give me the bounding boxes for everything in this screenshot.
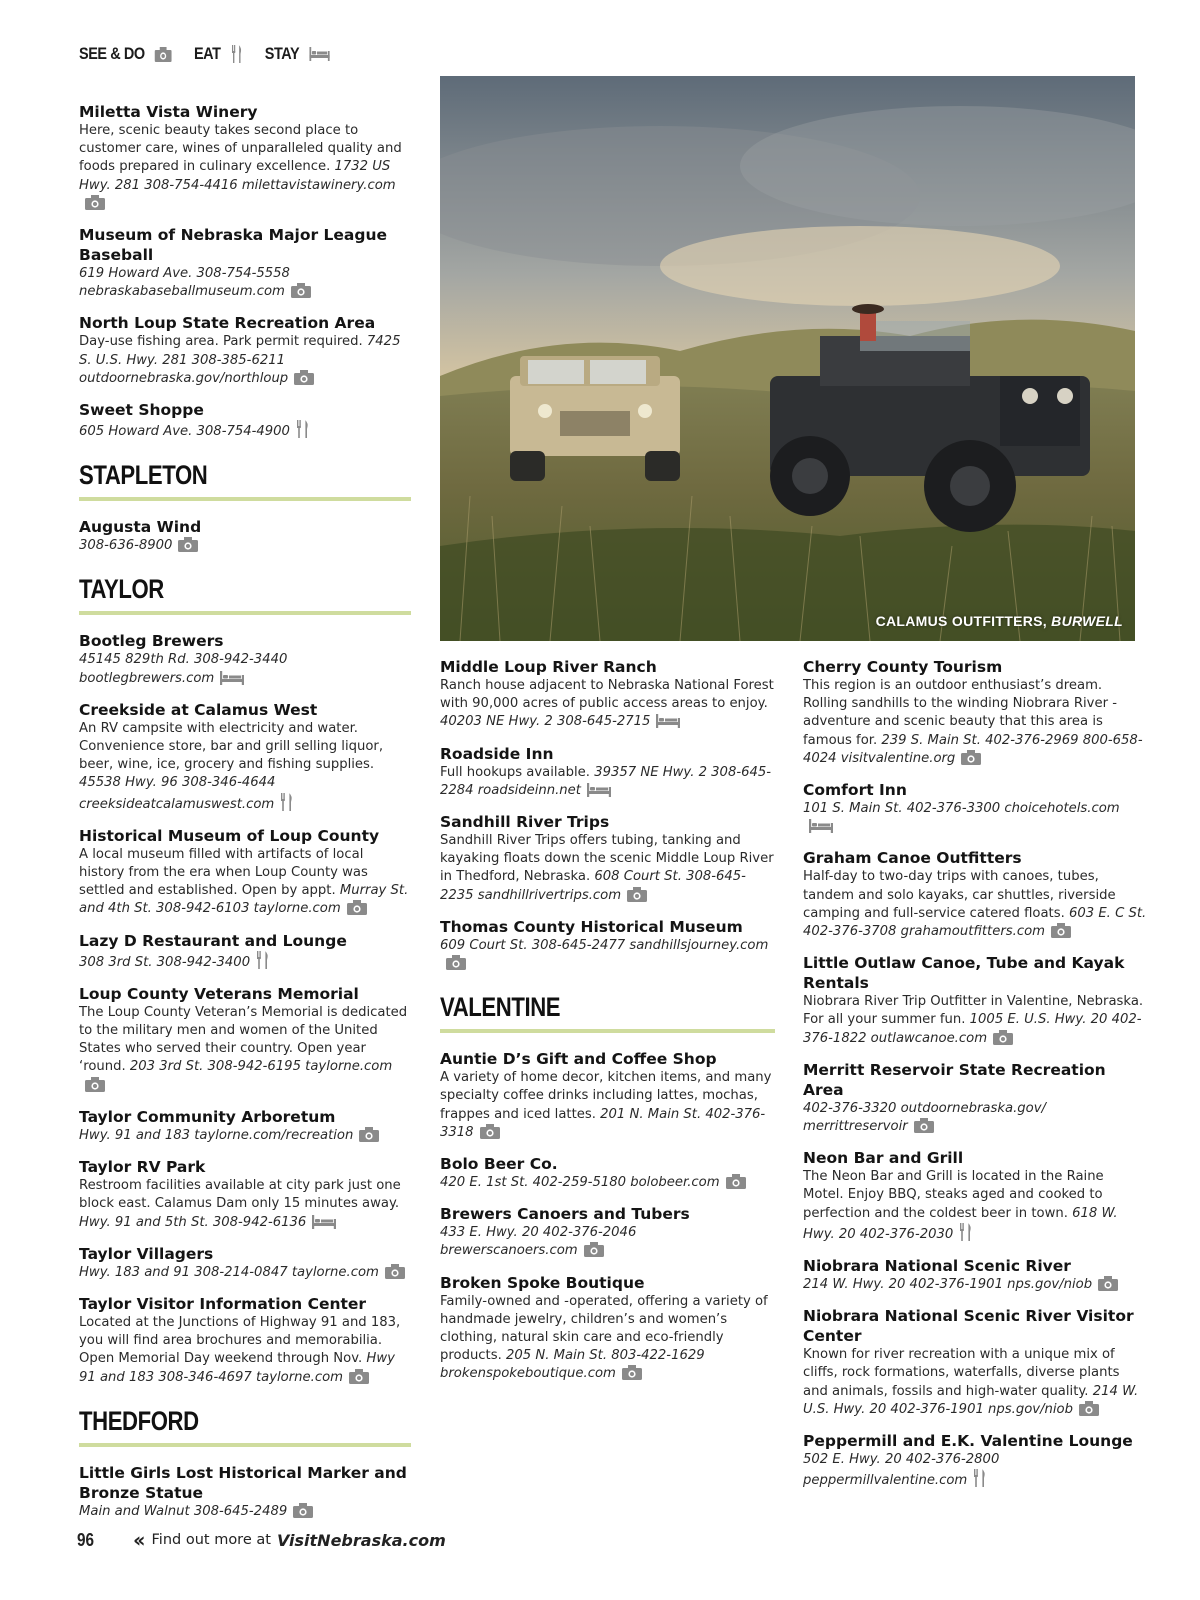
listing-address: 214 W. U.S. Hwy. 20 402-376-1901 nps.gov/niob bbox=[803, 1383, 1139, 1417]
listing-details bbox=[803, 993, 1148, 1048]
listing-address: Hwy. 183 and 91 308-214-0847 taylorne.com bbox=[79, 1264, 379, 1280]
listing-name: Bolo Beer Co. bbox=[440, 1155, 558, 1174]
listing-address: Hwy. 91 and 183 taylorne.com/recreation bbox=[79, 1127, 354, 1143]
footer-website-link[interactable]: VisitNebraska.com bbox=[276, 1530, 446, 1550]
listing-details bbox=[803, 1346, 1148, 1419]
listing-name: Taylor RV Park bbox=[79, 1158, 206, 1177]
listing-details bbox=[79, 846, 411, 919]
listing-column-3 bbox=[803, 657, 1148, 1502]
listing-name: Auntie D’s Gift and Coffee Shop bbox=[440, 1050, 717, 1069]
listing-entry bbox=[803, 1256, 1148, 1294]
legend-eat-label: EAT bbox=[193, 44, 221, 63]
fork-knife-icon bbox=[959, 1223, 973, 1241]
listing-entry bbox=[79, 631, 411, 687]
caption-place: CALAMUS OUTFITTERS, bbox=[875, 613, 1047, 629]
listing-entry bbox=[79, 102, 411, 213]
town-divider bbox=[440, 1029, 775, 1033]
listing-details bbox=[440, 764, 775, 800]
listing-details bbox=[440, 1224, 775, 1260]
listing-address: 608 Court St. 308-645-2235 sandhillrivertrips.com bbox=[440, 869, 746, 903]
listing-details bbox=[79, 122, 411, 213]
listing-name: Neon Bar and Grill bbox=[803, 1149, 964, 1168]
legend-eat bbox=[194, 44, 243, 64]
camera-icon bbox=[627, 887, 647, 902]
town-divider bbox=[79, 1443, 411, 1447]
listing-address: 239 S. Main St. 402-376-2969 800-658-4024 visitvalentine.org bbox=[803, 732, 1143, 766]
camera-icon bbox=[584, 1242, 604, 1257]
listing-address: 39357 NE Hwy. 2 308-645-2284 roadsideinn.net bbox=[440, 764, 772, 798]
listing-description: Here, scenic beauty takes second place to customer care, wines of unparalleled quality and foods prepared in culinary excellence. bbox=[79, 123, 402, 175]
camera-icon bbox=[85, 195, 105, 210]
listing-address: 1732 US Hwy. 281 308-754-4416 milettavistawinery.com bbox=[79, 159, 396, 193]
listing-address: 205 N. Main St. 803-422-1629 brokenspokeboutique.com bbox=[440, 1348, 705, 1382]
listing-description: A variety of home decor, kitchen items, and many specialty coffee drinks including lattes, mochas, frappes and iced lattes. bbox=[440, 1070, 772, 1122]
camera-icon bbox=[914, 1118, 934, 1133]
listing-description: Family-owned and -operated, offering a variety of handmade jewelry, children’s and women’s clothing, natural skin care and eco-friendly products. bbox=[440, 1293, 768, 1364]
listing-name: Brewers Canoers and Tubers bbox=[440, 1205, 690, 1224]
listing-details bbox=[803, 868, 1148, 941]
listing-address: 7425 S. U.S. Hwy. 281 308-385-6211 outdoornebraska.gov/northloup bbox=[79, 334, 401, 386]
camera-icon bbox=[1051, 923, 1071, 938]
listing-entry bbox=[79, 984, 411, 1095]
listing-entry bbox=[79, 700, 411, 814]
listing-name: Creekside at Calamus West bbox=[79, 700, 318, 719]
listing-address: 420 E. 1st St. 402-259-5180 bolobeer.com bbox=[440, 1175, 720, 1191]
listing-entry bbox=[79, 931, 411, 972]
listing-details bbox=[440, 832, 775, 905]
listing-entry bbox=[79, 1294, 411, 1387]
feature-photo bbox=[440, 76, 1135, 641]
fork-knife-icon bbox=[231, 45, 243, 63]
listing-entry bbox=[803, 1431, 1148, 1490]
town-heading: VALENTINE bbox=[440, 992, 561, 1023]
listing-entry bbox=[803, 657, 1148, 768]
listing-name: Augusta Wind bbox=[79, 518, 202, 537]
listing-address: 1005 E. U.S. Hwy. 20 402-376-1822 outlawcanoe.com bbox=[803, 1012, 1142, 1046]
camera-icon bbox=[178, 537, 198, 552]
camera-icon bbox=[993, 1030, 1013, 1045]
listing-name: Middle Loup River Ranch bbox=[440, 658, 657, 676]
listing-entry bbox=[803, 1306, 1148, 1419]
listing-details bbox=[79, 1503, 411, 1521]
listing-name: Bootleg Brewers bbox=[79, 632, 224, 651]
listing-entry bbox=[79, 1107, 411, 1145]
listing-address: 618 W. Hwy. 20 402-376-2030 bbox=[803, 1205, 1118, 1242]
listing-name: Niobrara National Scenic River bbox=[803, 1257, 1071, 1276]
listing-description: Ranch house adjacent to Nebraska National Forest with 90,000 acres of public access areas to enjoy. bbox=[440, 678, 774, 712]
camera-icon bbox=[155, 47, 172, 62]
listing-address: 308-636-8900 bbox=[79, 538, 173, 554]
camera-icon bbox=[1098, 1276, 1118, 1291]
listing-address: Main and Walnut 308-645-2489 bbox=[79, 1503, 288, 1519]
legend-see-do bbox=[79, 44, 172, 64]
camera-icon bbox=[359, 1127, 379, 1142]
camera-icon bbox=[347, 900, 367, 915]
listing-description: Niobrara River Trip Outfitter in Valentine, Nebraska. For all your summer fun. bbox=[803, 994, 1144, 1028]
listing-entry bbox=[79, 826, 411, 919]
listing-details bbox=[79, 1004, 411, 1095]
listing-details bbox=[803, 677, 1148, 768]
listing-address: 201 N. Main St. 402-376-3318 bbox=[440, 1106, 766, 1140]
listing-details bbox=[79, 537, 411, 555]
listing-description: This region is an outdoor enthusiast’s dream. Rolling sandhills to the winding Niobrara River - adventure and scenic beauty that this area is famous for. bbox=[803, 678, 1117, 748]
bed-icon bbox=[309, 47, 329, 61]
listing-description: Located at the Junctions of Highway 91 and 183, you will find area brochures and memorabilia. Open Memorial Day weekend through Nov. bbox=[79, 1314, 401, 1367]
listing-entry bbox=[803, 848, 1148, 941]
listing-column-2 bbox=[440, 657, 775, 1396]
listing-address: 45145 829th Rd. 308-942-3440 bootlegbrewers.com bbox=[79, 652, 288, 686]
listing-name: Peppermill and E.K. Valentine Lounge bbox=[803, 1432, 1133, 1451]
category-legend bbox=[79, 44, 345, 64]
listing-address: Hwy. 91 and 5th St. 308-942-6136 bbox=[79, 1214, 307, 1230]
listing-entry bbox=[803, 953, 1148, 1048]
listing-details bbox=[79, 1127, 411, 1145]
camera-icon bbox=[726, 1174, 746, 1189]
listing-details bbox=[79, 420, 411, 441]
listing-address: 433 E. Hwy. 20 402-376-2046 brewerscanoers.com bbox=[440, 1225, 637, 1259]
page-number: 96 bbox=[77, 1529, 95, 1550]
listing-address: 502 E. Hwy. 20 402-376-2800 peppermillvalentine.com bbox=[803, 1452, 1000, 1489]
listing-name: Graham Canoe Outfitters bbox=[803, 849, 1022, 868]
camera-icon bbox=[385, 1264, 405, 1279]
listing-entry bbox=[79, 400, 411, 441]
camera-icon bbox=[291, 283, 311, 298]
listing-description: Restroom facilities available at city park just one block east. Calamus Dam only 15 minutes away. bbox=[79, 1178, 401, 1212]
listing-entry bbox=[803, 1060, 1148, 1136]
camera-icon bbox=[294, 370, 314, 385]
listing-details bbox=[79, 333, 411, 388]
listing-entry bbox=[79, 1244, 411, 1282]
footer-prefix: Find out more at bbox=[151, 1532, 271, 1548]
page-footer bbox=[77, 1528, 446, 1552]
camera-icon bbox=[85, 1077, 105, 1092]
listing-name: Historical Museum of Loup County bbox=[79, 826, 380, 845]
listing-description: Full hookups available. bbox=[440, 764, 590, 780]
listing-entry bbox=[79, 1157, 411, 1232]
listing-entry bbox=[79, 313, 411, 388]
bed-icon bbox=[312, 1215, 336, 1229]
listing-address: 619 Howard Ave. 308-754-5558 nebraskabaseballmuseum.com bbox=[79, 266, 290, 300]
listing-details bbox=[803, 1168, 1148, 1244]
town-divider bbox=[79, 497, 411, 501]
listing-details bbox=[79, 951, 411, 972]
camera-icon bbox=[480, 1124, 500, 1139]
listing-details bbox=[79, 265, 411, 301]
listing-address: 45538 Hwy. 96 308-346-4644 creeksideatcalamuswest.com bbox=[79, 775, 276, 812]
listing-description: The Neon Bar and Grill is located in the Raine Motel. Enjoy BBQ, steaks aged and cooked to perfection and the coldest beer in town. bbox=[803, 1169, 1104, 1221]
camera-icon bbox=[446, 955, 466, 970]
listing-address: 203 3rd St. 308-942-6195 taylorne.com bbox=[129, 1059, 393, 1075]
listing-entry bbox=[440, 812, 775, 905]
listing-entry bbox=[803, 780, 1148, 836]
caption-town: BURWELL bbox=[1051, 613, 1123, 629]
camera-icon bbox=[349, 1369, 369, 1384]
listing-details bbox=[803, 800, 1148, 836]
listing-details bbox=[79, 1314, 411, 1387]
listing-name: Museum of Nebraska Major League Baseball bbox=[79, 226, 388, 265]
listing-name: Miletta Vista Winery bbox=[79, 103, 258, 121]
listing-name: Lazy D Restaurant and Lounge bbox=[79, 931, 347, 950]
listing-description: The Loup County Veteran’s Memorial is dedicated to the military men and women of the United States who served their country. Open year ‘round. bbox=[79, 1004, 408, 1075]
listing-details bbox=[79, 720, 411, 814]
listing-address: 101 S. Main St. 402-376-3300 choicehotels.com bbox=[803, 801, 1120, 817]
listing-details bbox=[440, 1293, 775, 1384]
listing-name: Thomas County Historical Museum bbox=[440, 917, 743, 936]
listing-entry bbox=[440, 657, 775, 732]
listing-name: Taylor Visitor Information Center bbox=[79, 1294, 367, 1313]
listing-column-1 bbox=[79, 102, 411, 1533]
listing-address: 308 3rd St. 308-942-3400 bbox=[79, 954, 251, 970]
bed-icon bbox=[809, 819, 833, 833]
listing-details bbox=[79, 651, 411, 687]
listing-entry bbox=[440, 1273, 775, 1384]
listing-details bbox=[440, 677, 775, 732]
listing-address: Murray St. and 4th St. 308-942-6103 taylorne.com bbox=[79, 883, 409, 917]
fork-knife-icon bbox=[296, 420, 310, 438]
listing-entry bbox=[79, 517, 411, 555]
legend-stay bbox=[265, 44, 330, 64]
listing-address: Hwy 91 and 183 308-346-4697 taylorne.com bbox=[79, 1351, 395, 1385]
listing-name: Little Outlaw Canoe, Tube and Kayak Rentals bbox=[803, 954, 1125, 993]
listing-name: Broken Spoke Boutique bbox=[440, 1273, 645, 1292]
listing-name: Taylor Villagers bbox=[79, 1244, 214, 1263]
listing-entry bbox=[440, 744, 775, 800]
listing-entry bbox=[440, 1154, 775, 1192]
listing-description: Sandhill River Trips offers tubing, tanking and kayaking floats down the scenic Middle Loup River in Thedford, Nebraska. bbox=[440, 833, 774, 885]
double-chevron-left-icon: ‹‹ bbox=[133, 1528, 142, 1552]
listing-entry bbox=[803, 1148, 1148, 1244]
photo-caption bbox=[876, 613, 1123, 629]
listing-description: Half-day to two-day trips with canoes, tubes, tandem and solo kayaks, car shuttles, riverside camping and full-service catered floats. bbox=[803, 869, 1116, 921]
listing-details bbox=[803, 1276, 1148, 1294]
listing-details bbox=[803, 1451, 1148, 1490]
listing-address: 402-376-3320 outdoornebraska.gov/ merrittreservoir bbox=[803, 1100, 1046, 1135]
listing-details bbox=[440, 1174, 775, 1192]
listing-name: Comfort Inn bbox=[803, 781, 907, 800]
listing-entry bbox=[440, 1049, 775, 1142]
camera-icon bbox=[961, 750, 981, 765]
bed-icon bbox=[587, 783, 611, 797]
fork-knife-icon bbox=[973, 1469, 987, 1487]
sandhills-jeeps-illustration bbox=[440, 76, 1135, 641]
listing-name: Sandhill River Trips bbox=[440, 813, 610, 832]
town-heading: THEDFORD bbox=[79, 1405, 199, 1436]
listing-name: Cherry County Tourism bbox=[803, 658, 1003, 676]
town-divider bbox=[79, 611, 411, 615]
town-heading: TAYLOR bbox=[79, 574, 164, 605]
listing-description: A local museum filled with artifacts of local history from the era when Loup County was settled and established. Open by appt. bbox=[79, 846, 368, 899]
fork-knife-icon bbox=[280, 793, 294, 811]
listing-details bbox=[440, 937, 775, 973]
listing-details bbox=[803, 1100, 1148, 1136]
listing-name: North Loup State Recreation Area bbox=[79, 314, 376, 333]
listing-address: 609 Court St. 308-645-2477 sandhillsjourney.com bbox=[440, 937, 769, 953]
listing-name: Loup County Veterans Memorial bbox=[79, 984, 359, 1003]
listing-description: Known for river recreation with a unique mix of cliffs, rock formations, waterfalls, diverse plants and animals, fossils and high-water quality. bbox=[803, 1347, 1120, 1399]
listing-entry bbox=[440, 917, 775, 973]
listing-address: 603 E. C St. 402-376-3708 grahamoutfitters.com bbox=[803, 905, 1147, 940]
camera-icon bbox=[1079, 1401, 1099, 1416]
bed-icon bbox=[656, 714, 680, 728]
listing-details bbox=[79, 1177, 411, 1232]
listing-name: Roadside Inn bbox=[440, 744, 554, 763]
listing-name: Merritt Reservoir State Recreation Area bbox=[803, 1060, 1106, 1099]
fork-knife-icon bbox=[256, 951, 270, 969]
camera-icon bbox=[622, 1365, 642, 1380]
town-heading: STAPLETON bbox=[79, 460, 208, 491]
listing-name: Taylor Community Arboretum bbox=[79, 1107, 336, 1126]
camera-icon bbox=[293, 1503, 313, 1518]
legend-stay-label: STAY bbox=[264, 44, 300, 63]
bed-icon bbox=[220, 671, 244, 685]
listing-description: Day-use fishing area. Park permit required. bbox=[79, 334, 363, 350]
listing-address: 605 Howard Ave. 308-754-4900 bbox=[79, 424, 290, 440]
listing-address: 214 W. Hwy. 20 402-376-1901 nps.gov/niob bbox=[803, 1277, 1093, 1293]
listing-details bbox=[79, 1264, 411, 1282]
listing-description: An RV campsite with electricity and water. Convenience store, bar and grill selling liquor, beer, wine, ice, grocery and fishing supplies. bbox=[79, 720, 384, 773]
listing-name: Sweet Shoppe bbox=[79, 401, 204, 420]
listing-address: 40203 NE Hwy. 2 308-645-2715 bbox=[440, 714, 651, 730]
listing-entry bbox=[79, 1463, 411, 1521]
listing-name: Niobrara National Scenic River Visitor Center bbox=[803, 1307, 1134, 1346]
listing-name: Little Girls Lost Historical Marker and Bronze Statue bbox=[79, 1463, 407, 1502]
listing-entry bbox=[440, 1204, 775, 1260]
listing-entry bbox=[79, 225, 411, 301]
legend-see-do-label: SEE & DO bbox=[79, 44, 145, 63]
listing-details bbox=[440, 1069, 775, 1142]
